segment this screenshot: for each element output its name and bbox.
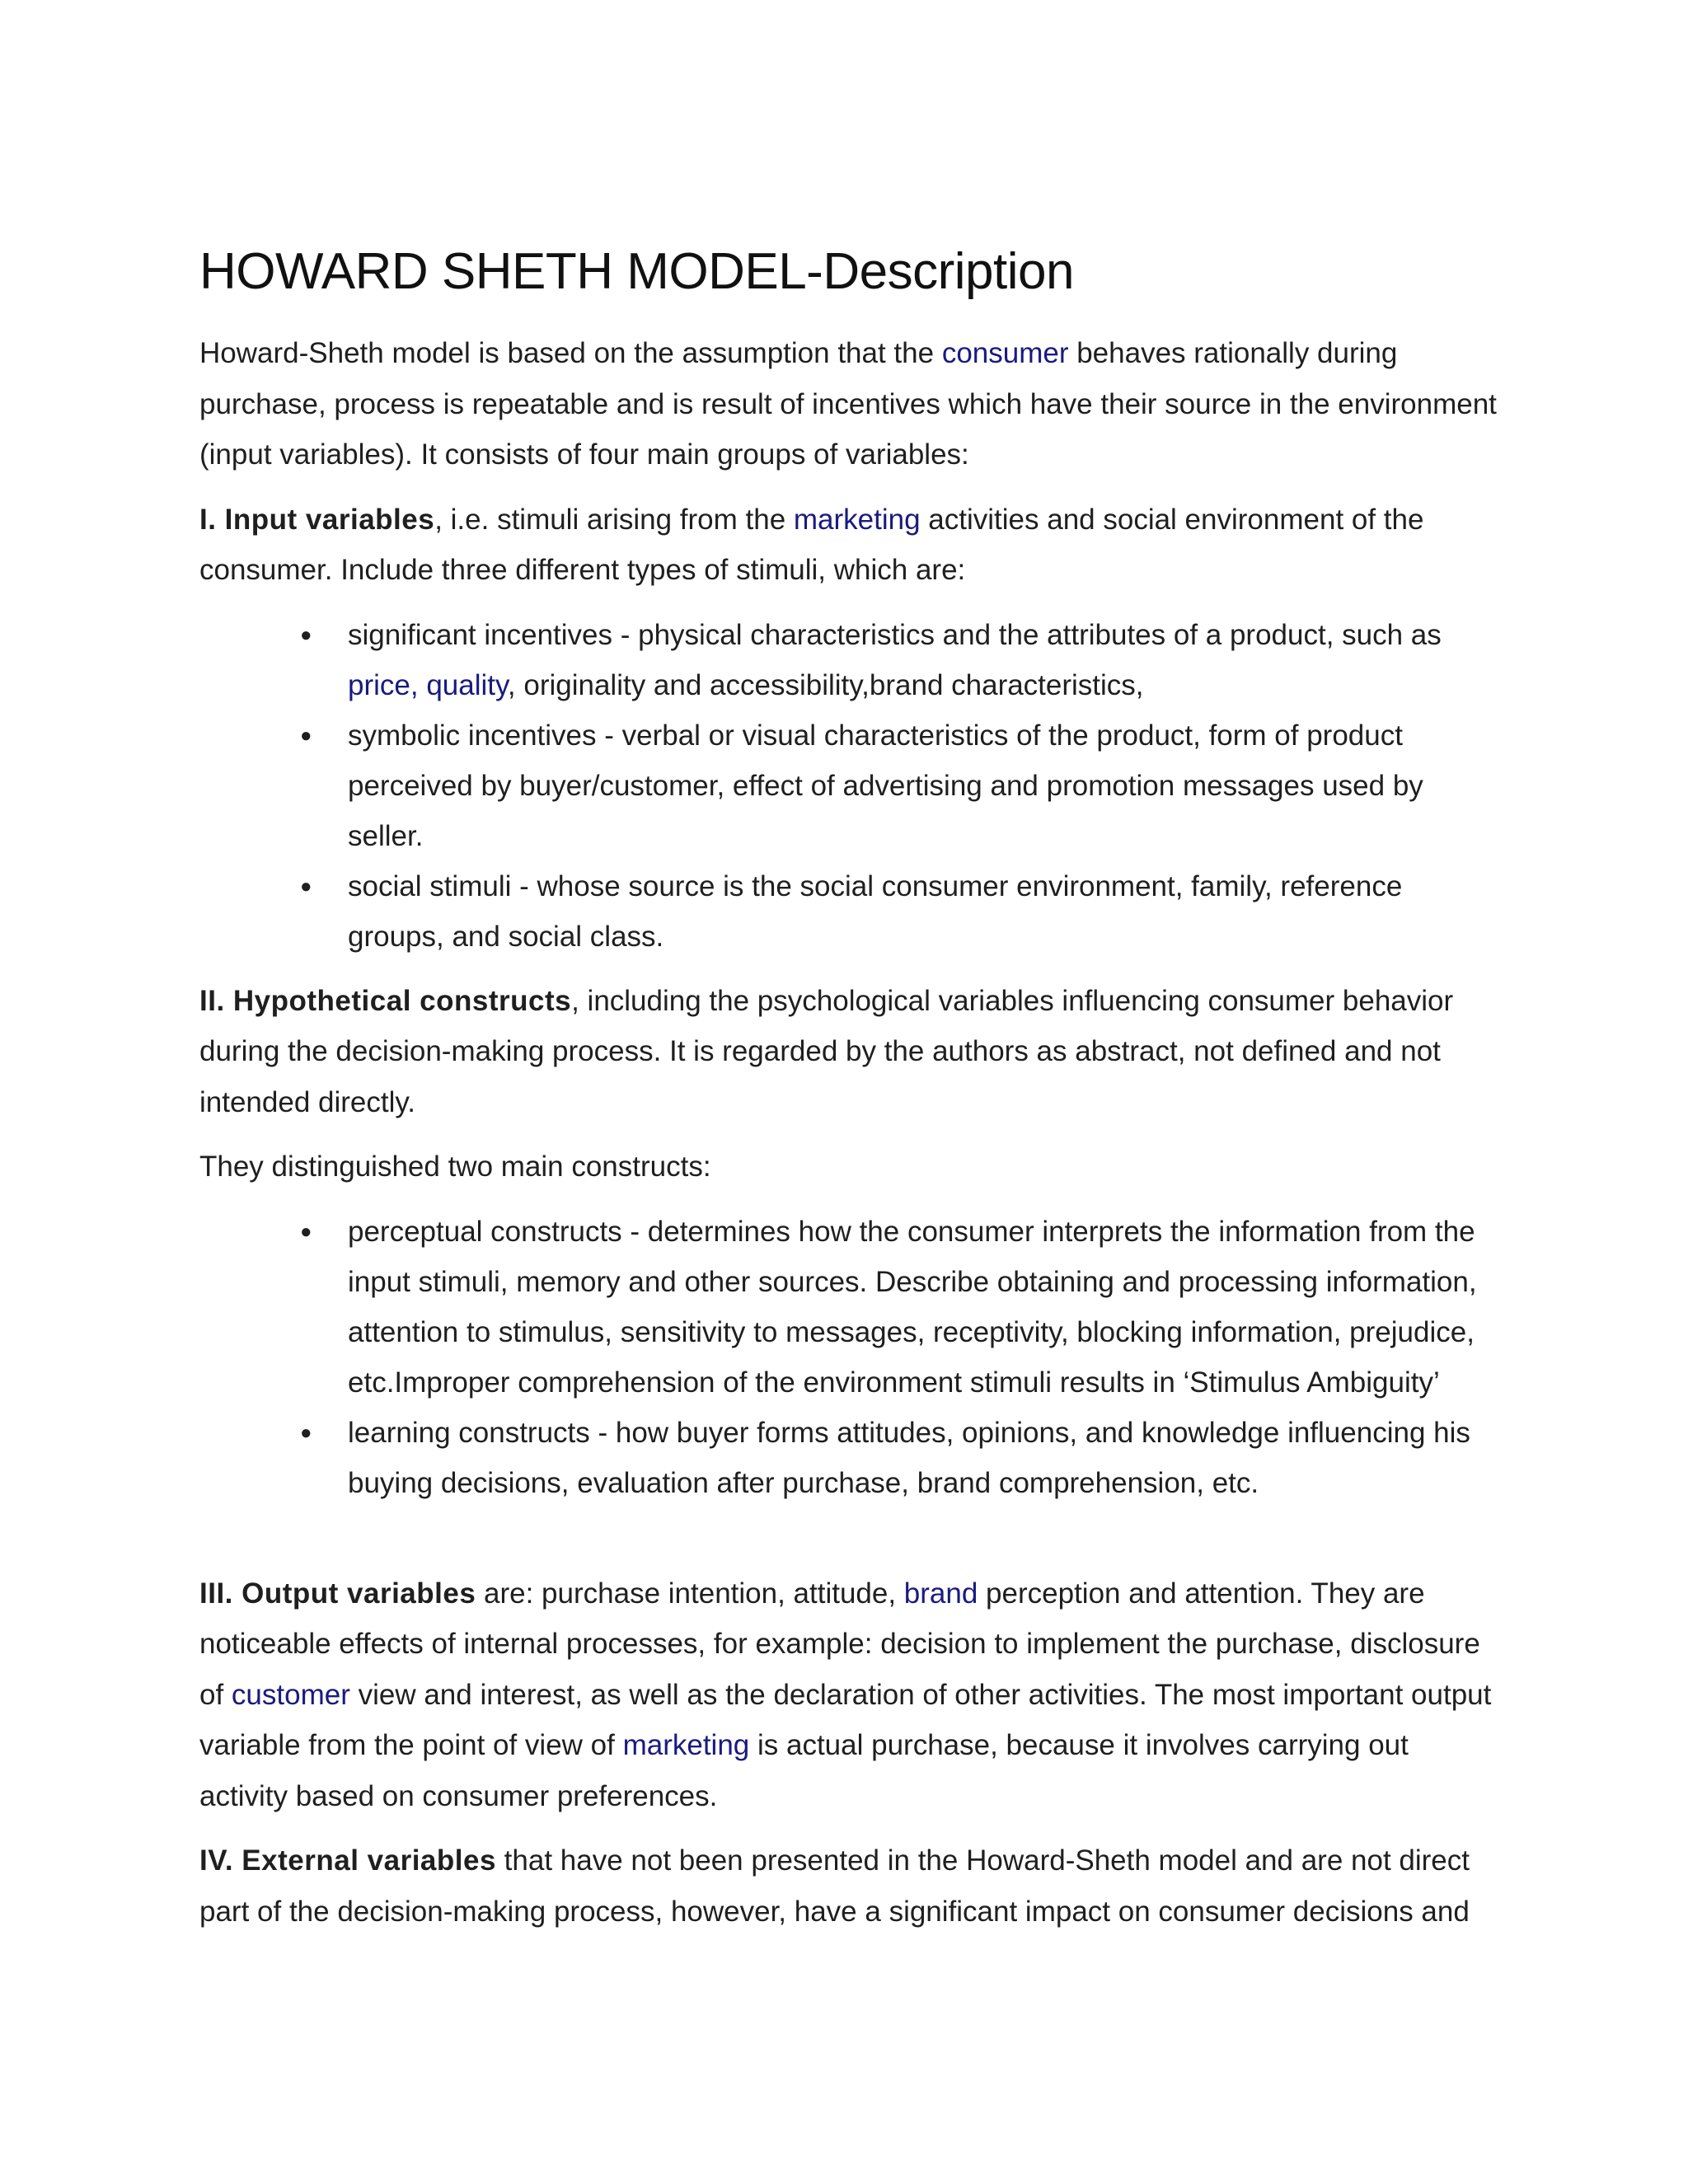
section2-paragraph xyxy=(199,976,1502,1128)
section2-text-1: , including the psychological variables influencing consumer behavior during the decision-making process. It is regarded by the authors as abstract, not defined and not intended directly. xyxy=(199,984,1454,1118)
customer-link[interactable]: customer xyxy=(231,1678,350,1711)
list-item-text: social stimuli - whose source is the social consumer environment, family, reference groups, and social class. xyxy=(348,869,1403,953)
section2-subheading: They distinguished two main constructs: xyxy=(199,1151,711,1183)
section3-heading: III. Output variables xyxy=(199,1577,476,1610)
list-item xyxy=(199,1408,1502,1508)
section3-text-2: perception and attention. They are noticeable effects of internal processes, for example: decision to implement the purchase, disclosure of xyxy=(199,1577,1480,1711)
input-stimuli-list xyxy=(199,610,1502,962)
section3-text-1: are: purchase intention, attitude, xyxy=(476,1577,904,1610)
bullet-icon: ● xyxy=(300,724,312,747)
page-title: HOWARD SHETH MODEL-Description xyxy=(199,243,1074,300)
section3-text-3: view and interest, as well as the declaration of other activities. The most important output variable from the point of view of xyxy=(199,1678,1492,1761)
bullet-icon: ● xyxy=(300,874,312,898)
intro-text-2: behaves rationally during purchase, process is repeatable and is result of incentives which have their source in the environment (input variables). It consists of four main groups of variables: xyxy=(199,337,1497,471)
spacer xyxy=(199,1522,1502,1568)
section4-text-1: that have not been presented in the Howard-Sheth model and are not direct part of the decision-making process, however, have a significant impact on consumer decisions and xyxy=(199,1844,1470,1928)
marketing-link[interactable]: marketing xyxy=(622,1729,750,1761)
section3-paragraph xyxy=(199,1568,1502,1822)
bullet-icon: ● xyxy=(300,623,312,646)
section3-text-4: is actual purchase, because it involves carrying out activity based on consumer preferences. xyxy=(199,1729,1409,1812)
bullet-icon: ● xyxy=(300,1220,312,1243)
list-item-text: symbolic incentives - verbal or visual characteristics of the product, form of product perceived by buyer/customer, effect of advertising and promotion messages used by seller. xyxy=(348,719,1423,852)
section1-text-2: activities and social environment of the consumer. Include three different types of stimuli, which are: xyxy=(199,503,1424,586)
link-separator: , xyxy=(410,668,427,701)
consumer-link[interactable]: consumer xyxy=(941,337,1069,369)
intro-paragraph xyxy=(199,328,1502,480)
section1-text-1: , i.e. stimuli arising from the xyxy=(434,503,794,536)
list-item xyxy=(199,610,1502,710)
list-item-text: , originality and accessibility,brand characteristics, xyxy=(507,668,1144,701)
section2-heading: II. Hypothetical constructs xyxy=(199,984,572,1017)
section1-paragraph xyxy=(199,494,1502,596)
quality-link[interactable]: quality xyxy=(426,668,508,701)
list-item xyxy=(199,861,1502,962)
section4-paragraph xyxy=(199,1835,1502,1937)
list-item-text: perceptual constructs - determines how the consumer interprets the information from the input stimuli, memory and other sources. Describe obtaining and processing information, attention to stimulus, sensitivity to messages, receptivity, blocking information, prejudice, etc.Improper comprehension of the environment stimuli results in ‘Stimulus Ambiguity’ xyxy=(348,1215,1477,1399)
bullet-icon: ● xyxy=(300,1421,312,1444)
intro-text-1: Howard-Sheth model is based on the assumption that the xyxy=(199,337,942,369)
list-item xyxy=(199,710,1502,861)
constructs-list xyxy=(199,1207,1502,1508)
price-link[interactable]: price xyxy=(348,668,410,701)
brand-link[interactable]: brand xyxy=(903,1577,978,1610)
marketing-link[interactable]: marketing xyxy=(793,503,921,536)
list-item xyxy=(199,1207,1502,1408)
document-page xyxy=(199,239,1502,1951)
list-item-text: significant incentives - physical characteristics and the attributes of a product, such as xyxy=(348,618,1442,651)
section1-heading: I. Input variables xyxy=(199,503,435,536)
section4-heading: IV. External variables xyxy=(199,1844,496,1877)
list-item-text: learning constructs - how buyer forms attitudes, opinions, and knowledge influencing his buying decisions, evaluation after purchase, brand comprehension, etc. xyxy=(348,1416,1470,1499)
